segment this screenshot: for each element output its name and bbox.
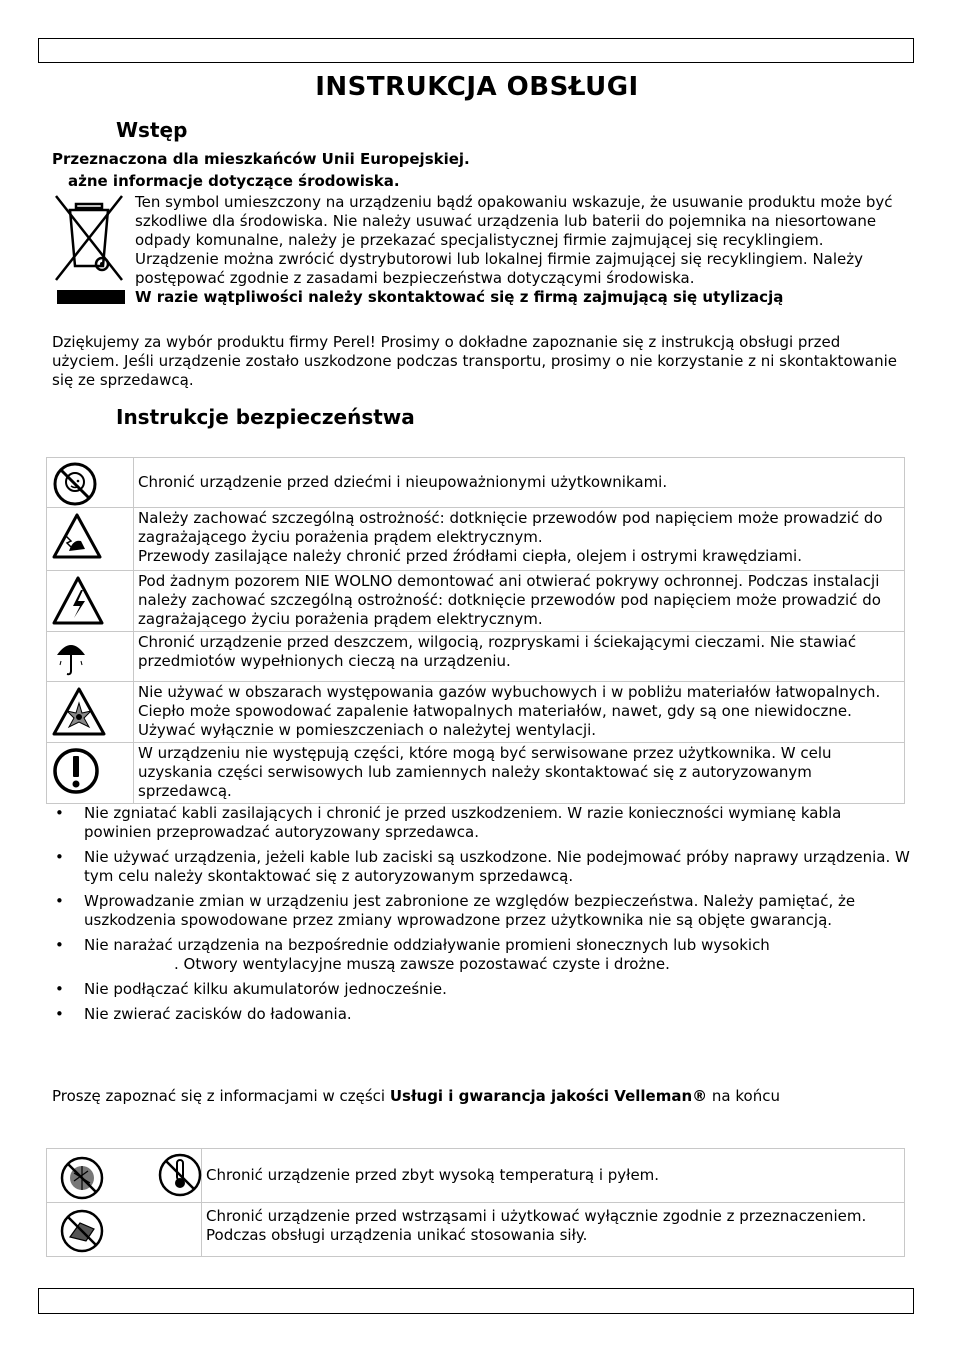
page-title: INSTRUKCJA OBSŁUGI — [315, 72, 639, 102]
safety-row-text: W urządzeniu nie występują części, które mogą być serwisowane przez użytkownika. W celu uzyskania części serwisowych lub zamiennych należy skontaktować się z autoryzowanym sprzedawcą. — [134, 743, 905, 804]
weee-text: Ten symbol umieszczony na urządzeniu bądź opakowaniu wskazuje, że usuwanie produktu może być szkodliwe dla środowiska. Nie należy usuwać urządzenia lub baterii do pojemnika na niesortowane odpady komunalne, należy je przekazać specjalistycznej firmie zajmującej się recyklingiem. Urządzenie można zwrócić dystrybutorowi lub lokalnej firmie zajmującej się recyklingiem. Należy postępować zgodnie z zasadami bezpieczeństwa dotyczącymi środowiska. — [135, 193, 893, 287]
safety-row-text-2: Przewody zasilające należy chronić przed źródłami ciepła, olejem i ostrymi krawędziami. — [138, 547, 802, 565]
page-header-box — [38, 38, 914, 63]
intro-heading: Wstęp — [116, 118, 188, 142]
bullet-dot: • — [55, 980, 64, 998]
safety-heading: Instrukcje bezpieczeństwa — [116, 405, 415, 429]
thanks-paragraph: Dziękujemy za wybór produktu firmy Perel! Prosimy o dokładne zapoznanie się z instrukcją obsługi przed użyciem. Jeśli urządzenie zostało uszkodzone podczas transportu, prosimy o nie korzystanie z ni skontaktowanie się ze sprzedawcą. — [52, 333, 897, 389]
list-item: • Wprowadzanie zmian w urządzeniu jest zabronione ze względów bezpieczeństwa. Należy pamiętać, że uszkodzenia spowodowane przez zmiany wprowadzone przez użytkownika nie są objęte gwarancją. — [55, 892, 856, 929]
no-children-icon — [51, 461, 99, 507]
bullet-dot: • — [55, 936, 64, 954]
list-item: • Nie zwierać zacisków do ładowania. — [55, 1005, 352, 1023]
warranty-bold: Usługi i gwarancja jakości Velleman® — [389, 1087, 708, 1105]
safety-row-text: Należy zachować szczególną ostrożność: dotknięcie przewodów pod napięciem może prowadzić do zagrażającego życiu porażenia prądem elektrycznym. — [138, 509, 883, 546]
extra-safety-table — [46, 1148, 905, 1257]
safety-row — [47, 508, 905, 571]
page-footer-box — [38, 1288, 914, 1314]
eu-line: Przeznaczona dla mieszkańców Unii Europejskiej. — [52, 150, 470, 168]
umbrella-icon — [51, 635, 91, 677]
safety-row — [47, 458, 905, 508]
list-item: • Nie narażać urządzenia na bezpośrednie oddziaływanie promieni słonecznych lub wysokich . Otwory wentylacyjne muszą zawsze pozostawać czyste i drożne. — [55, 936, 770, 973]
list-item: • Nie używać urządzenia, jeżeli kable lub zaciski są uszkodzone. Nie podejmować próby naprawy urządzenia. W tym celu należy skontaktować się z autoryzowanym sprzedawcą. — [55, 848, 910, 885]
extra-row — [47, 1203, 905, 1257]
exclamation-icon — [51, 746, 101, 796]
extra-row — [47, 1149, 905, 1203]
safety-row — [47, 682, 905, 743]
weee-black-bar — [57, 290, 125, 304]
explosive-warning-icon — [51, 685, 107, 739]
bullet-dot: • — [55, 892, 64, 910]
safety-row — [47, 743, 905, 804]
safety-row-text: Nie używać w obszarach występowania gazów wybuchowych i w pobliżu materiałów łatwopalnych. Ciepło może spowodować zapalenie łatwopalnych materiałów, nawet, gdy są one niewidoczne. Używać wyłącznie w pomieszczeniach o należytej wentylacji. — [134, 682, 905, 743]
weee-bin-icon — [54, 194, 124, 286]
safety-row-text: Chronić urządzenie przed dziećmi i nieupoważnionymi użytkownikami. — [134, 458, 905, 508]
no-shock-icon — [52, 1207, 106, 1255]
bullet-continuation: . Otwory wentylacyjne muszą zawsze pozostawać czyste i drożne. — [174, 955, 670, 973]
bullet-dot: • — [55, 1005, 64, 1023]
no-heat-icon — [155, 1150, 205, 1198]
weee-text-block — [135, 193, 905, 307]
high-voltage-warning-icon — [51, 574, 105, 628]
electric-hand-warning-icon — [51, 511, 103, 563]
extra-row-text: Chronić urządzenie przed wstrząsami i użytkować wyłącznie zgodnie z przeznaczeniem. Podczas obsługi urządzenia unikać stosowania siły. — [202, 1203, 905, 1257]
safety-row — [47, 571, 905, 632]
no-dust-icon — [52, 1153, 152, 1201]
safety-row — [47, 632, 905, 682]
bullet-dot: • — [55, 848, 64, 866]
env-line: ażne informacje dotyczące środowiska. — [68, 172, 400, 190]
extra-row-text: Chronić urządzenie przed zbyt wysoką temperaturą i pyłem. — [202, 1149, 905, 1203]
warranty-note: Proszę zapoznać się z informacjami w części Usługi i gwarancja jakości Velleman® na końcu — [52, 1087, 780, 1105]
safety-bullet-list — [52, 804, 912, 1030]
safety-row-text: Pod żadnym pozorem NIE WOLNO demontować ani otwierać pokrywy ochronnej. Podczas instalacji należy zachować szczególną ostrożność: dotknięcie przewodów pod napięciem może prowadzić do zagrażającego życiu porażenia prądem elektrycznym. — [134, 571, 905, 632]
bullet-dot: • — [55, 804, 64, 822]
list-item: • Nie podłączać kilku akumulatorów jednocześnie. — [55, 980, 447, 998]
safety-row-text: Chronić urządzenie przed deszczem, wilgocią, rozpryskami i ściekającymi cieczami. Nie stawiać przedmiotów wypełnionych cieczą na urządzeniu. — [134, 632, 905, 682]
list-item: • Nie zgniatać kabli zasilających i chronić je przed uszkodzeniem. W razie konieczności wymianę kabla powinien przeprowadzać autoryzowany sprzedawca. — [55, 804, 842, 841]
safety-table — [46, 457, 905, 804]
weee-bold-note: W razie wątpliwości należy skontaktować się z firmą zajmującą się utylizacją — [135, 288, 784, 306]
